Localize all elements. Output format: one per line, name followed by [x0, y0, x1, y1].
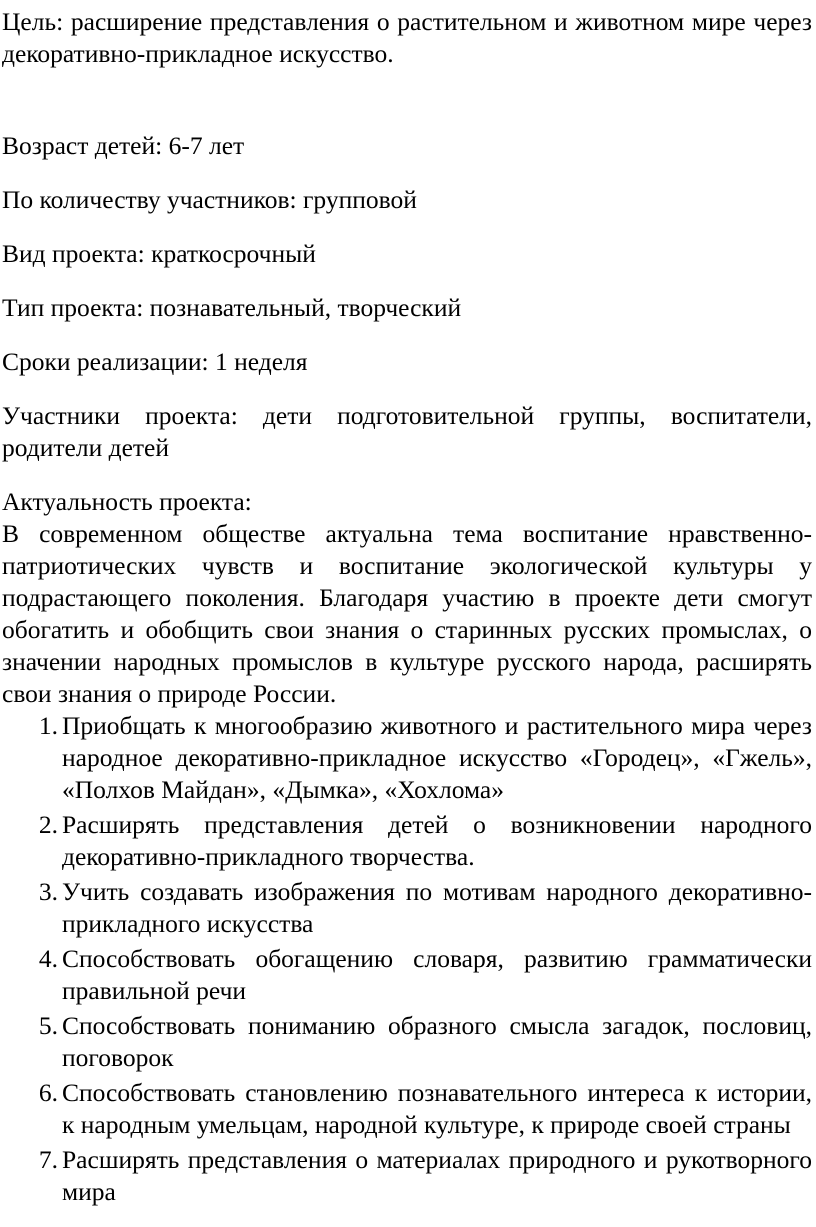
list-item-number: 3. — [38, 877, 58, 906]
list-item-number: 1. — [38, 711, 58, 740]
list-item — [2, 1144, 812, 1208]
project-participants — [2, 400, 812, 464]
relevance-text: В современном обществе актуальна тема воспитание нравственно-патриотических чувств и воспитание экологической культуры у подрастающего поколения. Благодаря участию в проекте дети смогут обогатить и обобщить свои знания о старинных русских промыслах, о значении народных промыслов в культуре русского народа, расширять свои знания о природе России. — [2, 519, 812, 708]
list-item — [2, 943, 812, 1007]
project-kind: Вид проекта: краткосрочный — [2, 239, 316, 268]
implementation-period: Сроки реализации: 1 неделя — [2, 347, 308, 376]
list-item-number: 7. — [38, 1145, 58, 1174]
list-item — [2, 809, 812, 873]
list-item-text: Учить создавать изображения по мотивам народного декоративно-прикладного искусства — [62, 877, 812, 938]
list-item — [2, 1010, 812, 1074]
children-age: Возраст детей: 6-7 лет — [2, 131, 245, 160]
project-participants-line-2: родители детей — [2, 433, 169, 462]
list-item-text: Способствовать пониманию образного смысла загадок, пословиц, поговорок — [62, 1011, 812, 1072]
participants-count: По количеству участников: групповой — [2, 185, 417, 214]
list-item-number: 6. — [38, 1078, 58, 1107]
project-type: Тип проекта: познавательный, творческий — [2, 293, 462, 322]
list-item — [2, 710, 812, 806]
list-item-text: Расширять представления о материалах природного и рукотворного мира — [62, 1145, 812, 1206]
list-item-text: Способствовать становлению познавательного интереса к истории, к народным умельцам, народной культуре, к природе своей страны — [62, 1078, 812, 1139]
list-item-text: Способствовать обогащению словаря, развитию грамматически правильной речи — [62, 944, 812, 1005]
list-item — [2, 876, 812, 940]
task-list — [2, 710, 812, 1208]
list-item-number: 4. — [38, 944, 58, 973]
document-page — [2, 6, 812, 1211]
project-goal: Цель: расширение представления о растительном и животном мире через декоративно-прикладное искусство. — [2, 7, 812, 68]
list-item-number: 5. — [38, 1011, 58, 1040]
list-item — [2, 1077, 812, 1141]
relevance-title: Актуальность проекта: — [2, 487, 252, 516]
project-participants-line-1: Участники проекта: дети подготовительной группы, воспитатели, — [2, 401, 812, 430]
list-item-text: Приобщать к многообразию животного и растительного мира через народное декоративно-прикладное искусство «Городец», «Гжель», «Полхов Майдан», «Дымка», «Хохлома» — [62, 711, 812, 804]
list-item-number: 2. — [38, 810, 58, 839]
list-item-text: Расширять представления детей о возникновении народного декоративно-прикладного творчества. — [62, 810, 812, 871]
